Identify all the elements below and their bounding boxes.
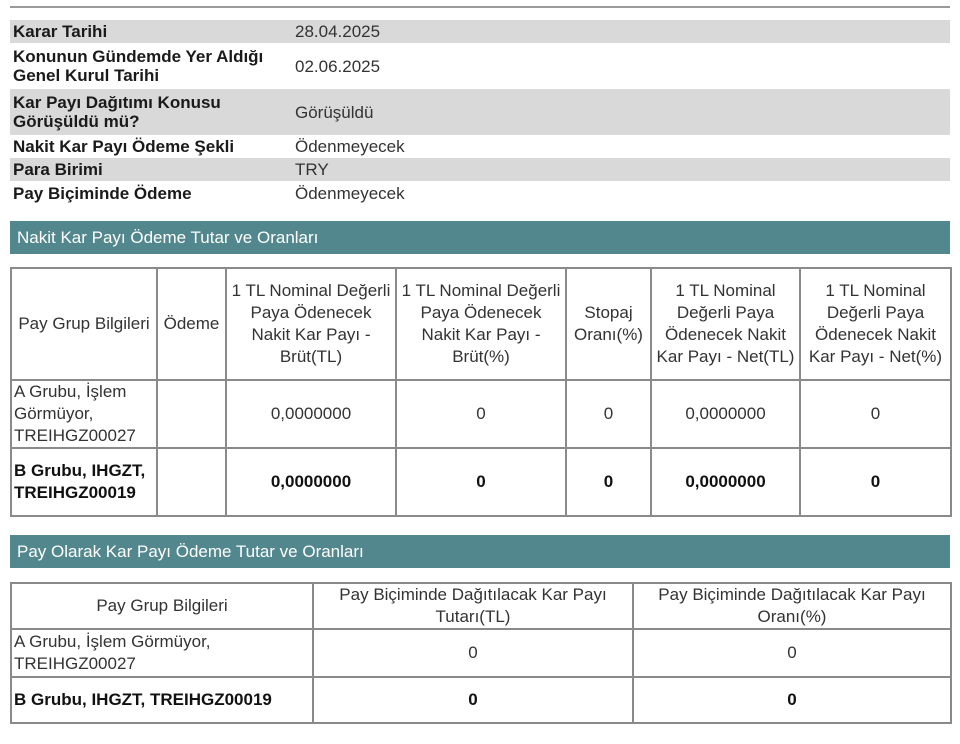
- header-share-rate: Pay Biçiminde Dağıtılacak Kar Payı Oranı(%): [633, 583, 951, 629]
- table-row: [11, 677, 951, 723]
- payment-cell: [157, 380, 226, 448]
- info-value: Ödenmeyecek: [295, 183, 405, 203]
- info-row-share-payment: [10, 181, 950, 205]
- cash-dividend-section-header: Nakit Kar Payı Ödeme Tutar ve Oranları: [10, 221, 950, 254]
- gross-pct-cell: 0: [396, 448, 566, 516]
- info-row-cash-payment-method: [10, 135, 950, 158]
- info-value: 28.04.2025: [292, 20, 950, 43]
- payment-cell: [157, 448, 226, 516]
- header-payment: Ödeme: [157, 268, 226, 380]
- table-header-row: [11, 268, 951, 380]
- net-tl-cell: 0,0000000: [651, 380, 800, 448]
- group-info-cell: B Grubu, IHGZT, TREIHGZ00019: [11, 448, 157, 516]
- share-rate-cell: 0: [633, 677, 951, 723]
- header-group-info: Pay Grup Bilgileri: [11, 583, 313, 629]
- info-label: Kar Payı Dağıtımı Konusu Görüşüldü mü?: [10, 89, 292, 135]
- info-row-discussed: [10, 89, 950, 135]
- net-pct-cell: 0: [800, 448, 951, 516]
- withholding-cell: 0: [566, 380, 651, 448]
- group-info-cell: B Grubu, IHGZT, TREIHGZ00019: [11, 677, 313, 723]
- info-label: Pay Biçiminde Ödeme: [13, 183, 192, 203]
- info-row-decision-date: [10, 20, 950, 43]
- share-dividend-section-header: Pay Olarak Kar Payı Ödeme Tutar ve Oranları: [10, 535, 950, 568]
- info-label: Nakit Kar Payı Ödeme Şekli: [13, 137, 235, 156]
- info-row-general-assembly-date: [10, 43, 950, 89]
- header-withholding-rate: Stopaj Oranı(%): [566, 268, 651, 380]
- table-header-row: [11, 583, 951, 629]
- header-gross-pct: 1 TL Nominal Değerli Paya Ödenecek Nakit Kar Payı - Brüt(%): [396, 268, 566, 380]
- gross-tl-cell: 0,0000000: [226, 448, 396, 516]
- table-row: [11, 448, 951, 516]
- info-label: Karar Tarihi: [10, 20, 292, 43]
- info-value: Ödenmeyecek: [295, 137, 405, 156]
- table-row: [11, 629, 951, 677]
- group-info-cell: A Grubu, İşlem Görmüyor, TREIHGZ00027: [11, 629, 313, 677]
- header-group-info: Pay Grup Bilgileri: [11, 268, 157, 380]
- gross-pct-cell: 0: [396, 380, 566, 448]
- info-value: Görüşüldü: [292, 89, 950, 135]
- info-label: Para Birimi: [10, 158, 292, 181]
- table-row: [11, 380, 951, 448]
- header-net-tl: 1 TL Nominal Değerli Paya Ödenecek Nakit Kar Payı - Net(TL): [651, 268, 800, 380]
- header-net-pct: 1 TL Nominal Değerli Paya Ödenecek Nakit Kar Payı - Net(%): [800, 268, 951, 380]
- share-amount-cell: 0: [313, 629, 633, 677]
- top-divider: [10, 6, 950, 8]
- info-value: 02.06.2025: [295, 56, 381, 76]
- info-label: Konunun Gündemde Yer Aldığı Genel Kurul Tarihi: [13, 47, 264, 85]
- group-info-cell: A Grubu, İşlem Görmüyor, TREIHGZ00027: [11, 380, 157, 448]
- share-dividend-table: [10, 582, 952, 724]
- header-gross-tl: 1 TL Nominal Değerli Paya Ödenecek Nakit Kar Payı - Brüt(TL): [226, 268, 396, 380]
- withholding-cell: 0: [566, 448, 651, 516]
- net-tl-cell: 0,0000000: [651, 448, 800, 516]
- cash-dividend-table: [10, 267, 952, 517]
- gross-tl-cell: 0,0000000: [226, 380, 396, 448]
- net-pct-cell: 0: [800, 380, 951, 448]
- share-rate-cell: 0: [633, 629, 951, 677]
- info-row-currency: [10, 158, 950, 181]
- decision-info-table: [10, 20, 950, 205]
- header-share-amount: Pay Biçiminde Dağıtılacak Kar Payı Tutarı(TL): [313, 583, 633, 629]
- info-value: TRY: [292, 158, 950, 181]
- share-amount-cell: 0: [313, 677, 633, 723]
